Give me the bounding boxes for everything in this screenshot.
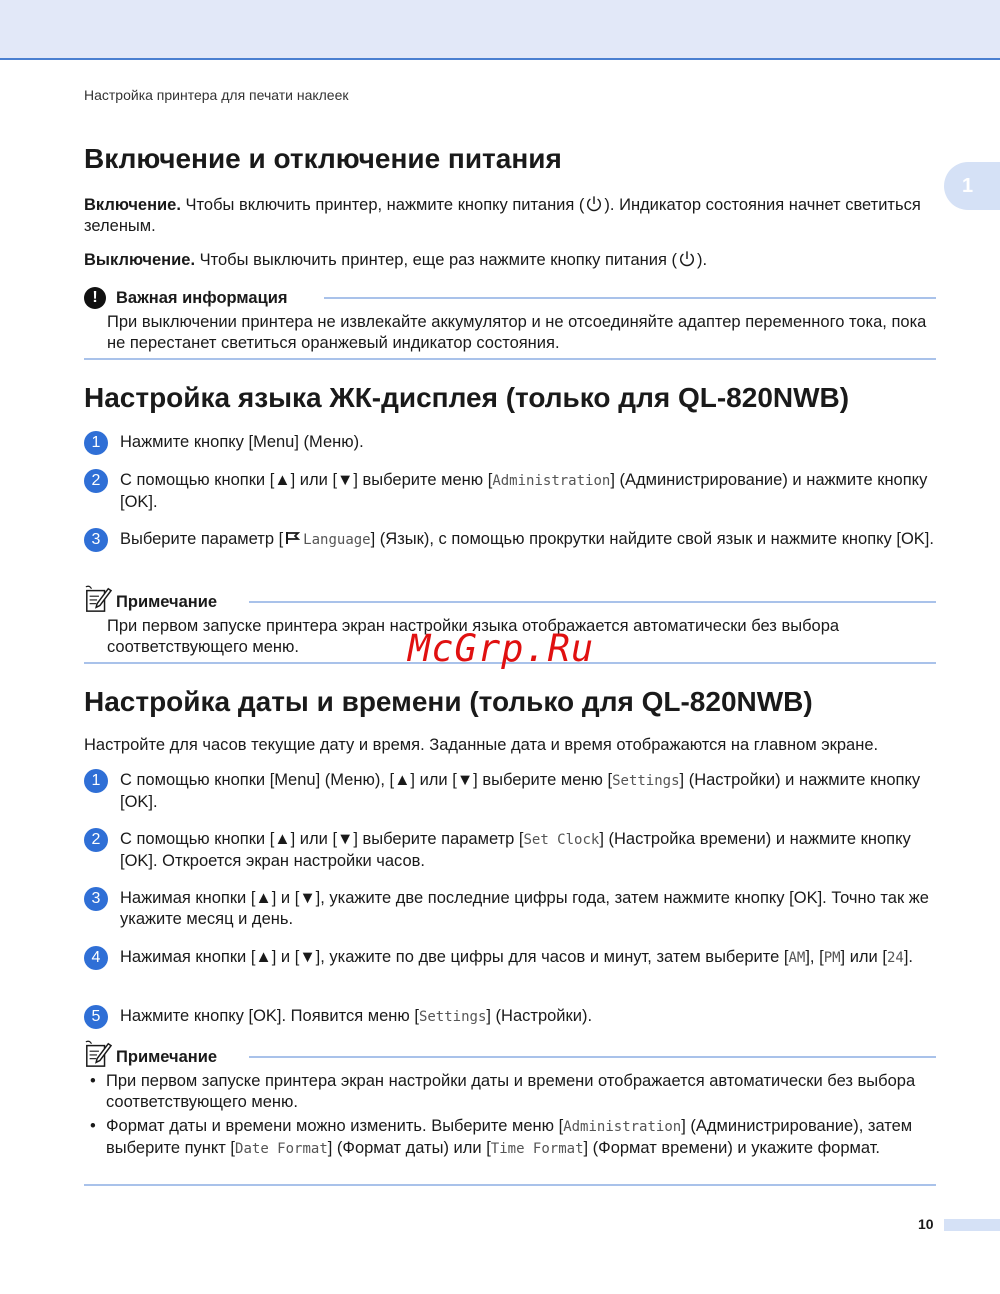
note-text-language: При первом запуске принтера экран настройки языка отображается автоматически без выбора соответствующего меню.: [107, 617, 840, 656]
power-off-paragraph: [84, 250, 944, 271]
bullet-text-d: ] (Формат времени) и укажите формат.: [583, 1139, 881, 1157]
step-text: [120, 947, 940, 969]
step-sep-1: ], [: [805, 948, 824, 966]
important-rule: [324, 297, 936, 299]
menu-code: Date Format: [235, 1141, 328, 1157]
note-header-datetime: [84, 1046, 936, 1068]
step-number: 1: [84, 769, 108, 793]
step-number: 4: [84, 946, 108, 970]
step-text: [120, 770, 940, 813]
step-text: [120, 1006, 940, 1028]
step-text: [120, 470, 940, 513]
note-rule: [249, 1056, 936, 1058]
power-off-text-a: Чтобы выключить принтер, еще раз нажмите кнопку питания (: [195, 251, 678, 269]
menu-code: Settings: [612, 773, 680, 789]
power-on-paragraph: [84, 195, 944, 237]
step-text-b: ] (Настройка времени) и нажмите кнопку [OK]. Откроется экран настройки часов.: [120, 830, 911, 870]
note-pencil-icon: [84, 585, 112, 613]
important-text: При выключении принтера не извлекайте аккумулятор и не отсоединяйте адаптер переменного тока, пока не перестанет светиться оранжевый индикатор состояния.: [107, 313, 927, 352]
step-text: Нажимая кнопки [▲] и [▼], укажите две последние цифры года, затем нажмите кнопку [OK]. Точно так же укажите месяц и день.: [120, 889, 929, 928]
step-text-b: ] (Администрирование) и нажмите кнопку [OK].: [120, 471, 928, 511]
note-title: Примечание: [116, 1047, 218, 1066]
step-number: 2: [84, 828, 108, 852]
datetime-intro: Настройте для часов текущие дату и время. Заданные дата и время отображаются на главном экране.: [84, 736, 879, 754]
important-bottom-rule: [84, 358, 936, 360]
step-text-b: ] (Настройки).: [486, 1007, 593, 1025]
top-header-band: [0, 0, 1000, 60]
menu-code: Settings: [418, 1009, 487, 1025]
step-number: 2: [84, 469, 108, 493]
note-rule: [249, 601, 936, 603]
step-number: 3: [84, 887, 108, 911]
section-title-datetime: Настройка даты и времени (только для QL-820NWB): [84, 686, 813, 717]
power-icon: [585, 195, 603, 213]
section-title-power: Включение и отключение питания: [84, 143, 562, 174]
step-number: 3: [84, 528, 108, 552]
menu-code: Administration: [492, 473, 611, 489]
step-number: 5: [84, 1005, 108, 1029]
note-bullet-list: [90, 1071, 940, 1163]
step-text-a: С помощью кнопки [▲] или [▼] выберите меню [: [120, 471, 493, 489]
menu-code-24: 24: [886, 950, 904, 966]
language-flag-icon: [285, 531, 301, 545]
step-text-a: Выберите параметр [: [120, 530, 284, 548]
chapter-tab: 1: [944, 162, 1000, 210]
step-number: 1: [84, 431, 108, 455]
bullet-text-c: ] (Формат даты) или [: [327, 1139, 491, 1157]
menu-code-pm: PM: [823, 950, 841, 966]
step-text-b: ] (Язык), с помощью прокрутки найдите свой язык и нажмите кнопку [OK].: [370, 530, 934, 548]
step-text-b: ].: [903, 948, 913, 966]
note-bottom-rule: [84, 1184, 936, 1186]
menu-code-am: AM: [788, 950, 806, 966]
step-text: [120, 829, 940, 872]
note-title: Примечание: [116, 592, 218, 611]
power-on-label: Включение.: [84, 196, 181, 214]
step-text-b: ] (Настройки) и нажмите кнопку [OK].: [120, 771, 921, 811]
page-number: 10: [918, 1216, 934, 1232]
step-text: [120, 529, 940, 551]
menu-code: Set Clock: [523, 832, 600, 848]
bullet-text-a: Формат даты и времени можно изменить. Выберите меню [: [106, 1117, 564, 1135]
power-on-text-b: ). Индикатор состояния начнет светиться зеленым.: [84, 196, 921, 235]
note-bullet-1: • При первом запуске принтера экран настройки даты и времени отображается автоматически без выбора соответствующего меню.: [90, 1071, 940, 1113]
page-number-bar: [944, 1219, 1000, 1231]
menu-code: Time Format: [490, 1141, 584, 1157]
menu-code: Language: [303, 532, 371, 548]
section-title-language: Настройка языка ЖК-дисплея (только для QL-820NWB): [84, 382, 850, 413]
step-sep-2: ] или [: [840, 948, 887, 966]
menu-code: Administration: [563, 1119, 682, 1135]
bullet-text-b: ] (Администрирование), затем выберите пункт [: [106, 1117, 913, 1157]
power-off-label: Выключение.: [84, 251, 196, 269]
power-on-text-a: Чтобы включить принтер, нажмите кнопку питания (: [180, 196, 585, 214]
step-text-a: С помощью кнопки [Menu] (Меню), [▲] или [▼] выберите меню [: [120, 771, 613, 789]
step-text: Нажмите кнопку [Menu] (Меню).: [120, 433, 364, 451]
exclamation-icon: !: [84, 287, 106, 309]
power-icon: [678, 250, 696, 268]
power-off-text-b: ).: [697, 251, 708, 269]
note-pencil-icon: [84, 1040, 112, 1068]
running-head: Настройка принтера для печати наклеек: [84, 87, 349, 103]
step-text-a: Нажмите кнопку [OK]. Появится меню [: [120, 1007, 419, 1025]
step-text-a: Нажимая кнопки [▲] и [▼], укажите по две цифры для часов и минут, затем выберите [: [120, 948, 789, 966]
important-title: Важная информация: [116, 288, 288, 307]
watermark: McGrp.Ru: [408, 627, 595, 670]
note-header-language: [84, 591, 936, 613]
note-bullet-2: [90, 1116, 940, 1160]
important-header: [84, 287, 936, 309]
step-text-a: С помощью кнопки [▲] или [▼] выберите параметр [: [120, 830, 524, 848]
